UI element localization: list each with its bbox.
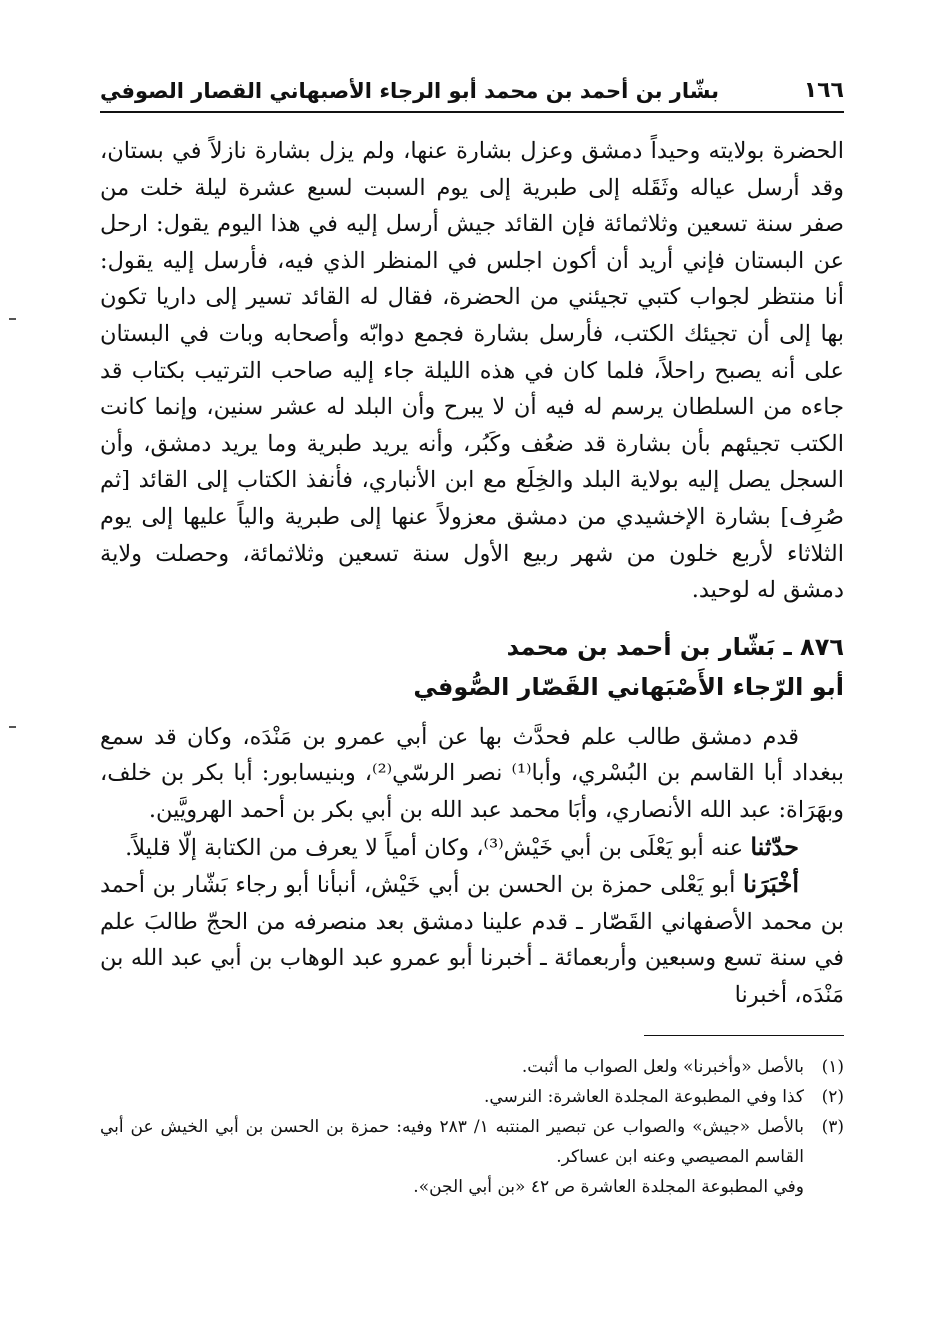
main-text [100, 133, 844, 1013]
narration-paragraph [100, 829, 844, 867]
entry-heading-line-2: أبو الرّجاء الأَصْبَهاني القَصّار الصُّوفي [413, 672, 844, 701]
running-title: بشّار بن أحمد بن محمد أبو الرجاء الأصبهاني القصار الصوفي [100, 79, 720, 103]
footnote-number: (٣) [821, 1117, 844, 1138]
page-number: ١٦٦ [803, 78, 844, 103]
footnote-text: كذا وفي المطبوعة المجلدة العاشرة: النرسي. [483, 1087, 804, 1108]
isnad-paragraph [100, 866, 844, 1013]
opening-paragraph: الحضرة بولايته وحيداً دمشق وعزل بشارة عنها، ولم يزل بشارة نازلاً في بستان، وقد أرسل عياله وثَقَله إلى طبرية إلى يوم السبت لسبع عشرة ليلة خلت من صفر سنة تسعين وثلاثمائة فإن القائد جيش أرسل إليه في هذا اليوم يقول: ارحل عن البستان فإني أريد أن أكون اجلس في المنظر الذي فيه، فأرسل إليه يقول: أنا منتظر لجواب كتبي تجيئني من الحضرة، فقال له القائد تسير إلى داريا تكون بها إلى أن تجيئك الكتب، فأرسل بشارة فجمع دوابّه وأصحابه وبات في البستان على أنه يصبح راحلاً، فلما كان في هذه الليلة جاء إليه صاحب الترتيب بكتاب قد جاءه من السلطان يرسم له فيه أن لا يبرح وأن البلد له عشر سنين، وإنما كانت الكتب تجيئهم بأن بشارة قد ضعُف وكَبُر، وأنه يريد طبرية وما يريد دمشق، وأن السجل يصل إليه بولاية البلد والخِلَع مع ابن الأنباري، فأنفذ الكتاب إلى القائد [ثم صُرِف] بشارة الإخشيدي من دمشق معزولاً عنها إلى طبرية والياً عليها إلى يوم الثلاثاء لأربع خلون من شهر ربيع الأول سنة تسعين وثلاثمائة، وحصلت ولاية دمشق له لوحيد. [100, 138, 844, 604]
entry-heading-line-1: ٨٧٦ ـ بَشّار بن أحمد بن محمد [506, 632, 844, 661]
narration-lead-word: حدّثنا [750, 831, 799, 861]
scan-mark [9, 318, 16, 320]
running-header [100, 78, 844, 113]
footnote [100, 1052, 844, 1082]
narration-text: عنه أبو يَعْلَى بن أبي خَيْش⁽³⁾، وكان أمياً لا يعرف من الكتابة إلّا قليلاً. [125, 834, 751, 861]
biography-paragraph: قدم دمشق طالب علم فحدَّث بها عن أبي عمرو بن مَنْدَه، وكان قد سمع ببغداد أبا القاسم بن البُسْري، وأبا⁽¹⁾ نصر الرسّي⁽²⁾، وبنيسابور: أبا بكر بن خلف، وبهَرَاة: عبد الله الأنصاري، وأبَا محمد عبد الله بن أبي بكر بن أحمد الهرويَّين. [100, 723, 844, 823]
footnote [100, 1082, 844, 1112]
footnote-divider [644, 1035, 844, 1036]
footnotes [100, 1052, 844, 1202]
entry-heading [100, 627, 844, 707]
footnote-text: بالأصل «وأخبرنا» ولعل الصواب ما أثبت. [521, 1057, 804, 1078]
footnote-text: بالأصل «جيش» والصواب عن تبصير المنتبه ١/ ٢٨٣ وفيه: حمزة بن الحسن بن أبي الخيش عن أبي القاسم المصيصي وعنه ابن عساكر. [100, 1117, 805, 1168]
footnote-number: (٢) [821, 1087, 844, 1108]
footnote-continuation: وفي المطبوعة المجلدة العاشرة ص ٤٢ «بن أبي الجن». [413, 1177, 804, 1198]
isnad-lead-word: أخْبَرَنا [743, 869, 799, 899]
footnote [100, 1112, 844, 1172]
scan-mark [9, 726, 16, 728]
footnote-number: (١) [821, 1057, 844, 1078]
isnad-text: أبو يَعْلى حمزة بن الحسن بن أبي خَيْش، أنبأنا أبو رجاء بَشّار بن أحمد بن محمد الأصفهاني القَصّار ـ قدم علينا دمشق بعد منصرفه من الحجّ طالبَ علم في سنة تسع وسبعين وأربعمائة ـ أخبرنا أبو عمرو عبد الوهاب بن أبي عبد الله بن مَنْدَه، أخبرنا [100, 872, 844, 1008]
